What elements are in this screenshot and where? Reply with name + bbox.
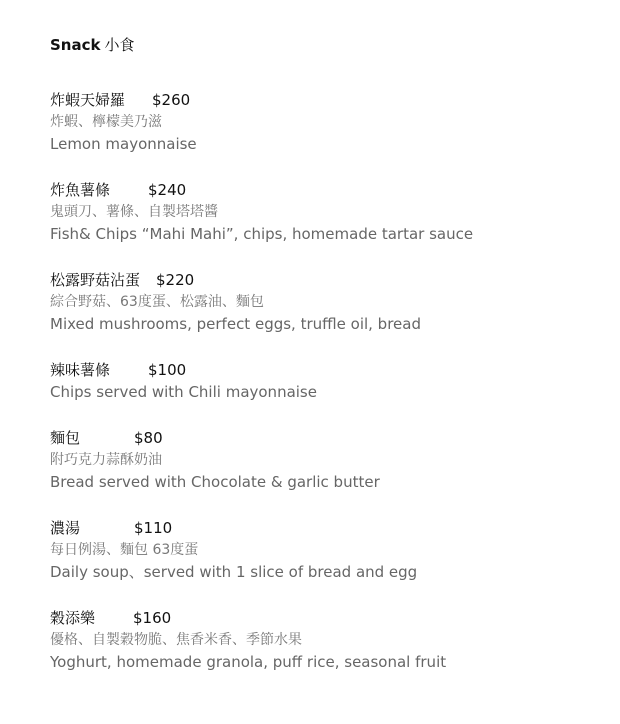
item-price: $260 (152, 91, 191, 109)
section-title-en: Snack (50, 36, 101, 54)
section-title-zh: 小食 (104, 36, 135, 54)
item-description-zh: 鬼頭刀、薯條、自製塔塔醬 (50, 204, 218, 220)
item-description-en: Chips served with Chili mayonnaise (50, 383, 317, 401)
menu-item-bread (50, 427, 610, 494)
item-name: 炸魚薯條 (50, 181, 111, 199)
item-price: $110 (134, 519, 173, 537)
item-head (50, 179, 610, 201)
menu-item-fried-shrimp-tempura (50, 89, 610, 156)
item-description-en: Mixed mushrooms, perfect eggs, truffle oil, bread (50, 315, 421, 333)
item-name: 麵包 (50, 429, 81, 447)
item-description-en: Daily soup、served with 1 slice of bread and egg (50, 563, 418, 581)
item-head (50, 89, 610, 111)
item-name: 濃湯 (50, 519, 81, 537)
menu-item-fish-and-chips (50, 179, 610, 246)
item-description-en: Bread served with Chocolate & garlic butter (50, 473, 380, 491)
menu-item-spicy-fries (50, 359, 610, 404)
item-price: $160 (133, 609, 172, 627)
menu-page (50, 34, 610, 697)
item-head (50, 607, 610, 629)
item-head (50, 517, 610, 539)
item-name: 穀添樂 (50, 609, 96, 627)
item-description-zh: 綜合野菇、63度蛋、松露油、麵包 (50, 294, 264, 310)
menu-item-truffle-mushroom-egg (50, 269, 610, 336)
item-description-en: Yoghurt, homemade granola, puff rice, seasonal fruit (50, 653, 447, 671)
item-price: $80 (134, 429, 163, 447)
section-title (50, 34, 610, 56)
item-head (50, 269, 610, 291)
item-description-zh: 優格、自製穀物脆、焦香米香、季節水果 (50, 632, 302, 648)
item-description-en: Lemon mayonnaise (50, 135, 197, 153)
item-price: $100 (148, 361, 187, 379)
item-description-zh: 炸蝦、檸檬美乃滋 (50, 114, 162, 130)
item-head (50, 427, 610, 449)
item-name: 辣味薯條 (50, 361, 111, 379)
item-description-zh: 每日例湯、麵包 63度蛋 (50, 542, 199, 558)
item-price: $220 (156, 271, 195, 289)
item-price: $240 (148, 181, 187, 199)
item-description-zh: 附巧克力蒜酥奶油 (50, 452, 162, 468)
menu-item-granola-yoghurt (50, 607, 610, 674)
item-name: 松露野菇沾蛋 (50, 271, 141, 289)
item-head (50, 359, 610, 381)
item-description-en: Fish& Chips “Mahi Mahi”, chips, homemade tartar sauce (50, 225, 474, 243)
item-name: 炸蝦天婦羅 (50, 91, 126, 109)
menu-item-soup (50, 517, 610, 584)
